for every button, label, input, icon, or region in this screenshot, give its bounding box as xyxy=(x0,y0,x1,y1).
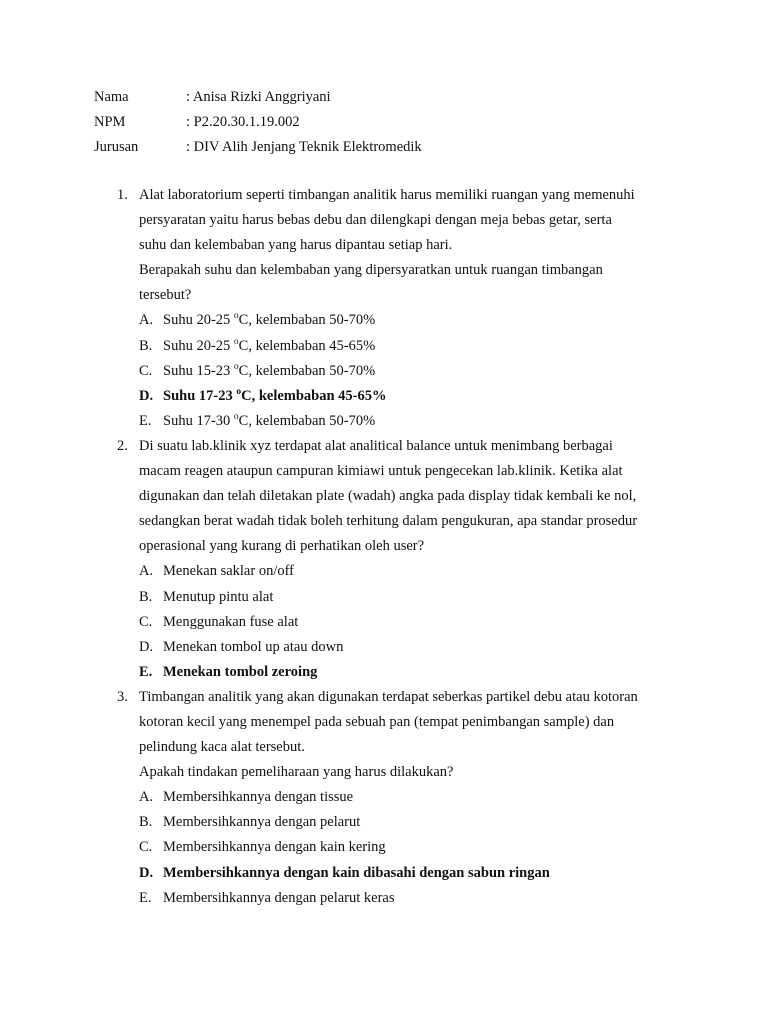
option-text: Suhu 20-25 $^o$C, kelembaban 45-65% xyxy=(163,336,376,354)
answer-option-d xyxy=(139,635,679,660)
answer-option-b xyxy=(139,810,679,835)
option-text: Menutup pintu alat xyxy=(163,588,274,605)
question-text-line: Apakah tindakan pemeliharaan yang harus dilakukan? xyxy=(139,764,454,781)
option-text: Membersihkannya dengan pelarut keras xyxy=(163,889,395,906)
question-text-line: Di suatu lab.klinik xyz terdapat alat analitical balance untuk menimbang berbagai xyxy=(139,437,613,454)
option-text: Suhu 15-23 $^o$C, kelembaban 50-70% xyxy=(163,361,376,379)
answer-option-d-correct xyxy=(139,861,679,886)
option-letter: C. xyxy=(139,362,153,379)
option-letter: A. xyxy=(139,789,154,806)
question-number: 3. xyxy=(117,688,128,705)
info-label: NPM xyxy=(94,114,126,130)
option-text: Menggunakan fuse alat xyxy=(163,613,299,630)
info-value: : DIV Alih Jenjang Teknik Elektromedik xyxy=(186,139,422,155)
question-body xyxy=(139,434,679,685)
question-text-line: tersebut? xyxy=(139,287,192,304)
option-text: Membersihkannya dengan tissue xyxy=(163,789,354,806)
question-2 xyxy=(0,434,768,685)
option-letter: A. xyxy=(139,312,154,329)
answer-option-a xyxy=(139,308,679,333)
question-text-line: macam reagen ataupun campuran kimiawi untuk pengecekan lab.klinik. Ketika alat xyxy=(139,463,623,480)
option-text: Membersihkannya dengan pelarut xyxy=(163,814,361,831)
answer-option-b xyxy=(139,334,679,359)
answer-option-c xyxy=(139,835,679,860)
info-label: Nama xyxy=(94,89,129,105)
question-list xyxy=(0,183,768,911)
option-letter: E. xyxy=(139,412,152,429)
answer-option-e xyxy=(139,886,679,911)
option-letter: D. xyxy=(139,387,154,404)
info-row-jurusan xyxy=(94,135,422,160)
answer-option-a xyxy=(139,785,679,810)
option-letter: D. xyxy=(139,864,154,881)
option-letter: A. xyxy=(139,563,154,580)
option-text: Suhu 17-23 $^o$C, kelembaban 45-65% xyxy=(163,386,387,404)
option-letter: B. xyxy=(139,814,153,831)
question-number: 2. xyxy=(117,437,128,454)
option-letter: E. xyxy=(139,889,152,906)
question-text-line: digunakan dan telah diletakan plate (wadah) angka pada display tidak kembali ke nol, xyxy=(139,488,637,505)
answer-option-c xyxy=(139,610,679,635)
option-letter: B. xyxy=(139,337,153,354)
answer-option-a xyxy=(139,559,679,584)
info-value: : Anisa Rizki Anggriyani xyxy=(186,89,331,105)
question-body xyxy=(139,685,679,911)
question-text-line: persyaratan yaitu harus bebas debu dan dilengkapi dengan meja bebas getar, serta xyxy=(139,212,612,229)
answer-option-c xyxy=(139,359,679,384)
answer-option-e-correct xyxy=(139,660,679,685)
answer-option-e xyxy=(139,409,679,434)
info-row-nama xyxy=(94,85,422,110)
question-text-line: Alat laboratorium seperti timbangan analitik harus memiliki ruangan yang memenuhi xyxy=(139,187,635,203)
option-text: Menekan tombol zeroing xyxy=(163,663,318,680)
info-value: : P2.20.30.1.19.002 xyxy=(186,114,300,130)
question-text-line: operasional yang kurang di perhatikan oleh user? xyxy=(139,538,425,555)
info-label: Jurusan xyxy=(94,139,139,155)
answer-option-b xyxy=(139,585,679,610)
info-row-npm xyxy=(94,110,422,135)
option-letter: D. xyxy=(139,638,154,655)
question-text-line: suhu dan kelembaban yang harus dipantau setiap hari. xyxy=(139,237,453,254)
option-text: Suhu 17-30 $^o$C, kelembaban 50-70% xyxy=(163,412,376,429)
question-body xyxy=(139,183,679,434)
question-text-line: Berapakah suhu dan kelembaban yang dipersyaratkan untuk ruangan timbangan xyxy=(139,262,603,279)
option-letter: C. xyxy=(139,613,153,630)
question-number: 1. xyxy=(117,187,128,203)
student-info xyxy=(94,85,422,160)
option-letter: B. xyxy=(139,588,153,605)
option-letter: E. xyxy=(139,663,153,680)
option-text: Membersihkannya dengan kain kering xyxy=(163,839,386,856)
option-text: Membersihkannya dengan kain dibasahi dengan sabun ringan xyxy=(163,864,550,881)
question-3 xyxy=(0,685,768,911)
question-text-line: sedangkan berat wadah tidak boleh terhitung dalam pengukuran, apa standar prosedur xyxy=(139,513,638,530)
option-letter: C. xyxy=(139,839,153,856)
answer-option-d-correct xyxy=(139,384,679,409)
question-text-line: kotoran kecil yang menempel pada sebuah pan (tempat penimbangan sample) dan xyxy=(139,713,615,730)
option-text: Menekan tombol up atau down xyxy=(163,638,344,655)
option-text: Menekan saklar on/off xyxy=(163,563,294,580)
question-1 xyxy=(0,183,768,434)
question-text-line: Timbangan analitik yang akan digunakan terdapat seberkas partikel debu atau kotoran xyxy=(139,688,638,705)
question-text-line: pelindung kaca alat tersebut. xyxy=(139,739,305,756)
option-text: Suhu 20-25 $^o$C, kelembaban 50-70% xyxy=(163,311,376,329)
